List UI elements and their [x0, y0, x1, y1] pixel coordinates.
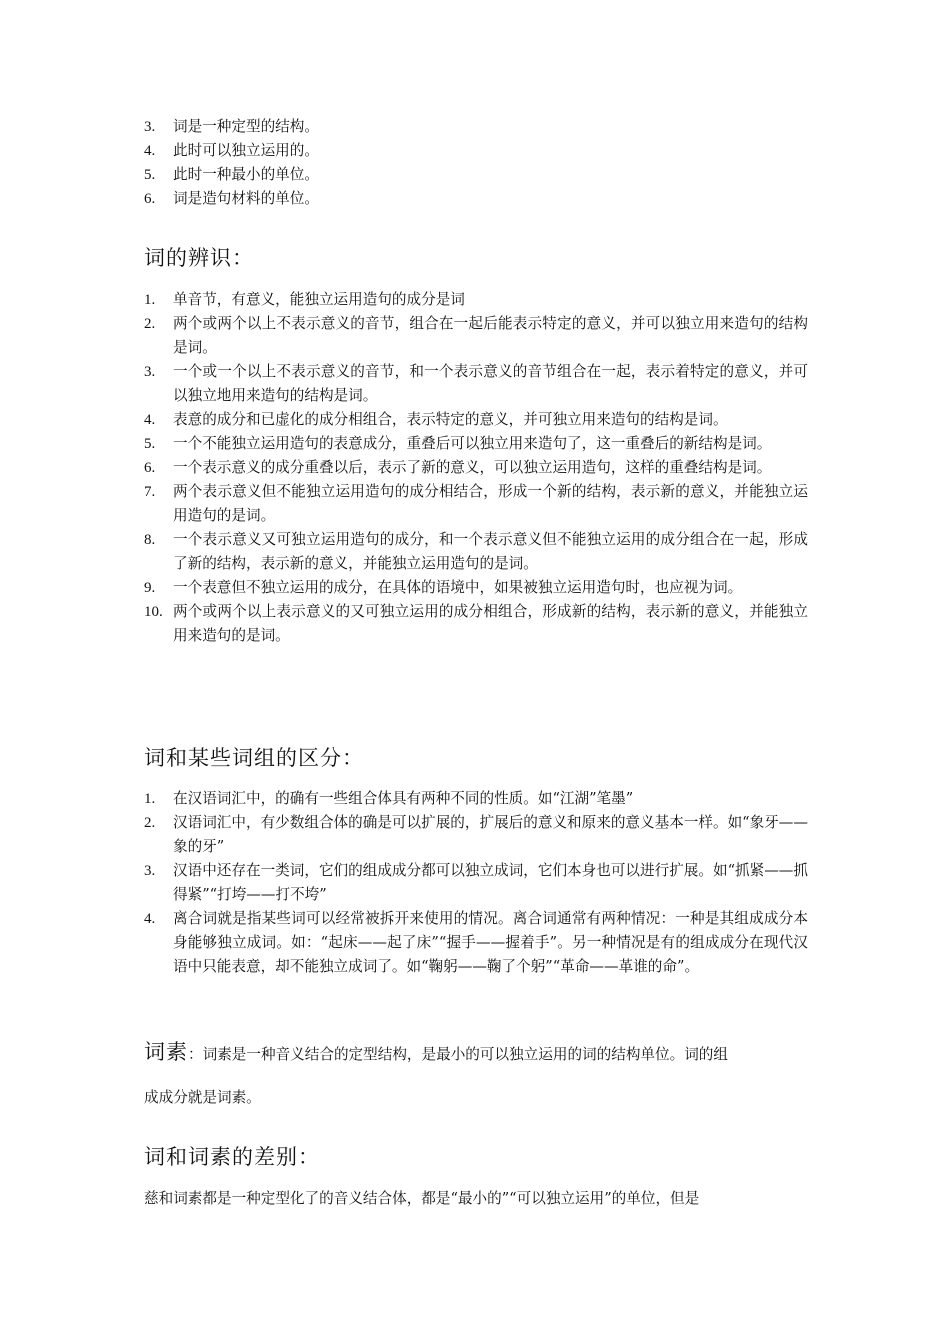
item-text: 汉语词汇中，有少数组合体的确是可以扩展的，扩展后的意义和原来的意义基本一样。如“象牙——象的牙” [173, 814, 808, 855]
list-item [144, 480, 808, 528]
list-item [144, 787, 808, 811]
item-text: 表意的成分和已虚化的成分相组合，表示特定的意义，并可独立用来造句的结构是词。 [173, 411, 728, 428]
list-item [144, 600, 808, 648]
list-item [144, 163, 808, 187]
item-number: 4. [144, 911, 156, 927]
item-number: 8. [144, 532, 156, 548]
identification-list [144, 288, 808, 648]
item-text: 两个表示意义但不能独立运用造句的成分相结合，形成一个新的结构，表示新的意义，并能独立运用造句的是词。 [173, 483, 808, 524]
list-item [144, 811, 808, 859]
item-number: 6. [144, 191, 156, 207]
item-number: 1. [144, 791, 156, 807]
section-heading-identification: 词的辨识： [144, 246, 254, 270]
list-item [144, 859, 808, 907]
definition-list [144, 115, 808, 211]
item-text: 两个或两个以上不表示意义的音节，组合在一起后能表示特定的意义，并可以独立用来造句的结构是词。 [173, 315, 808, 356]
list-item [144, 576, 808, 600]
item-number: 4. [144, 412, 156, 428]
item-number: 3. [144, 364, 156, 380]
item-number: 3. [144, 119, 156, 135]
item-number: 4. [144, 143, 156, 159]
list-item [144, 312, 808, 360]
list-item [144, 288, 808, 312]
list-item [144, 432, 808, 456]
item-text: 此时可以独立运用的。 [173, 142, 319, 159]
item-text: 单音节，有意义，能独立运用造句的成分是词 [173, 291, 465, 308]
item-text: 一个或一个以上不表示意义的音节，和一个表示意义的音节组合在一起，表示着特定的意义，并可以独立地用来造句的结构是词。 [173, 363, 808, 404]
item-text: 一个表示意义又可独立运用造句的成分，和一个表示意义但不能独立运用的成分组合在一起，形成了新的结构，表示新的意义，并能独立运用造句的是词。 [173, 531, 808, 572]
morpheme-line [144, 1040, 808, 1068]
item-number: 5. [144, 167, 156, 183]
item-number: 10. [144, 604, 163, 620]
section-heading-distinction: 词和某些词组的区分： [144, 746, 364, 770]
item-text: 词是一种定型的结构。 [173, 118, 319, 135]
item-text: 一个不能独立运用造句的表意成分，重叠后可以独立用来造句了，这一重叠后的新结构是词。 [173, 435, 772, 452]
item-text: 汉语中还存在一类词，它们的组成成分都可以独立成词，它们本身也可以进行扩展。如“抓紧——抓得紧”“打垮——打不垮” [173, 862, 808, 903]
item-text: 词是造句材料的单位。 [173, 190, 319, 207]
item-number: 7. [144, 484, 156, 500]
item-text: 在汉语词汇中，的确有一些组合体具有两种不同的性质。如“江湖”笔墨” [173, 790, 634, 807]
item-number: 2. [144, 316, 156, 332]
item-text: 一个表示意义的成分重叠以后，表示了新的意义，可以独立运用造句，这样的重叠结构是词。 [173, 459, 772, 476]
list-item [144, 139, 808, 163]
list-item [144, 187, 808, 211]
item-number: 6. [144, 460, 156, 476]
morpheme-definition [144, 1040, 808, 1110]
item-number: 2. [144, 815, 156, 831]
list-item [144, 115, 808, 139]
list-item [144, 528, 808, 576]
list-item [144, 360, 808, 408]
item-number: 5. [144, 436, 156, 452]
list-item [144, 456, 808, 480]
list-item [144, 408, 808, 432]
item-number: 1. [144, 292, 156, 308]
section-heading-difference: 词和词素的差别： [144, 1145, 320, 1169]
list-item [144, 907, 808, 979]
item-number: 3. [144, 863, 156, 879]
item-text: 离合词就是指某些词可以经常被拆开来使用的情况。离合词通常有两种情况：一种是其组成成分本身能够独立成词。如：“起床——起了床”“握手——握着手”。另一种情况是有的组成成分在现代汉语中只能表意，却不能独立成词了。如“鞠躬——鞠了个躬”“革命——革谁的命”。 [173, 910, 808, 975]
morpheme-text: ：词素是一种音义结合的定型结构，是最小的可以独立运用的词的结构单位。词的组 [188, 1046, 728, 1063]
item-text: 两个或两个以上表示意义的又可独立运用的成分相组合，形成新的结构，表示新的意义，并能独立用来造句的是词。 [173, 603, 808, 644]
item-number: 9. [144, 580, 156, 596]
difference-paragraph: 慈和词素都是一种定型化了的音义结合体，都是“最小的”“可以独立运用”的单位，但是 [144, 1190, 700, 1207]
morpheme-text-continued: 成成分就是词素。 [144, 1089, 261, 1106]
morpheme-title: 词素 [144, 1040, 188, 1064]
distinction-list [144, 787, 808, 979]
item-text: 此时一种最小的单位。 [173, 166, 319, 183]
item-text: 一个表意但不独立运用的成分，在具体的语境中，如果被独立运用造句时，也应视为词。 [173, 579, 743, 596]
